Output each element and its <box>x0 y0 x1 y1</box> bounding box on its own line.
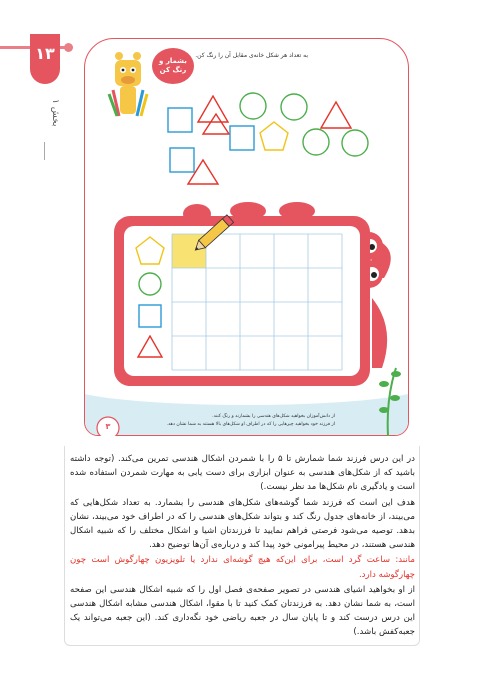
paragraph-3: مانند: ساعت گرد است، برای این‌که هیچ گوشه‌ای ندارد یا تلویزیون چهارگوش است چون چهارگوشه دارد. <box>70 555 415 580</box>
activity-instruction: به تعداد هر شکل خانه‌ی مقابل آن را رنگ کن. <box>195 52 308 59</box>
page-number-dot <box>64 43 73 52</box>
activity-badge: بشمار و رنگ کن <box>152 48 194 84</box>
coral-plant <box>379 368 401 436</box>
shapes-scene <box>84 38 409 436</box>
shape-circle <box>342 130 368 156</box>
section-label: بخش ۱ <box>50 99 60 127</box>
shape-triangle <box>321 102 351 128</box>
shape-square <box>230 126 254 150</box>
shape-square <box>168 108 192 132</box>
paragraph-4: از او بخواهید اشیای هندسی در تصویر صفحه‌ی فصل اول را که شبیه اشکال هندسی این صفحه است، به شما نشان دهد. به فرزندتان کمک کنید تا با مقوا، اشکال هندسی مشابه اشکال هندسی این درس درست کند و تا پایان سال در جعبه ریاضی خود نگه‌داری کند. (این جعبه می‌تواند یک جعبه‌کفش باشد.) <box>70 584 415 638</box>
footer-note-2: از فرزند خود بخواهید چیزهایی را که در اطراف او شکل‌های بالا هستند به شما نشان دهد. <box>166 422 335 427</box>
shape-circle <box>281 94 307 120</box>
shape-circle <box>303 129 329 155</box>
footer-note-1: از دانش‌آموزان بخواهید شکل‌های هندسی را بشمارند و رنگ کنند. <box>212 414 335 419</box>
shape-circle <box>240 93 266 119</box>
guide-text <box>70 452 415 641</box>
shape-pentagon <box>260 122 288 150</box>
paragraph-2: هدف این است که فرزند شما گوشه‌های شکل‌های هندسی را بشمارد. به تعداد شکل‌هایی که می‌بیند، از خانه‌های جدول رنگ کند و بتواند شکل‌های هندسی را که در اطراف خود می‌بیند، نشان بدهد. توصیه می‌شود فرصتی فراهم نمایید تا فرزندتان اشیا و اشکال مختلف را که شبیه اشکال هندسی هستند، در محیط پیرامونی خود پیدا کند و درباره‌ی آن‌ها توضیح دهد. <box>70 497 415 551</box>
section-divider <box>44 142 45 160</box>
paragraph-1: در این درس فرزند شما شمارش تا ۵ را با شمردن اشکال هندسی تمرین می‌کند. (توجه داشته باشید که از شکل‌های هندسی به عنوان ابزاری برای دست یابی به مهارت شمردن استفاده شده است و یادگیری نام شکل‌ها مد نظر نیست.) <box>70 454 415 493</box>
shape-square <box>170 148 194 172</box>
page-number-tab: ۱۳ <box>30 34 60 84</box>
footer-page-number: ۳ <box>105 422 111 431</box>
